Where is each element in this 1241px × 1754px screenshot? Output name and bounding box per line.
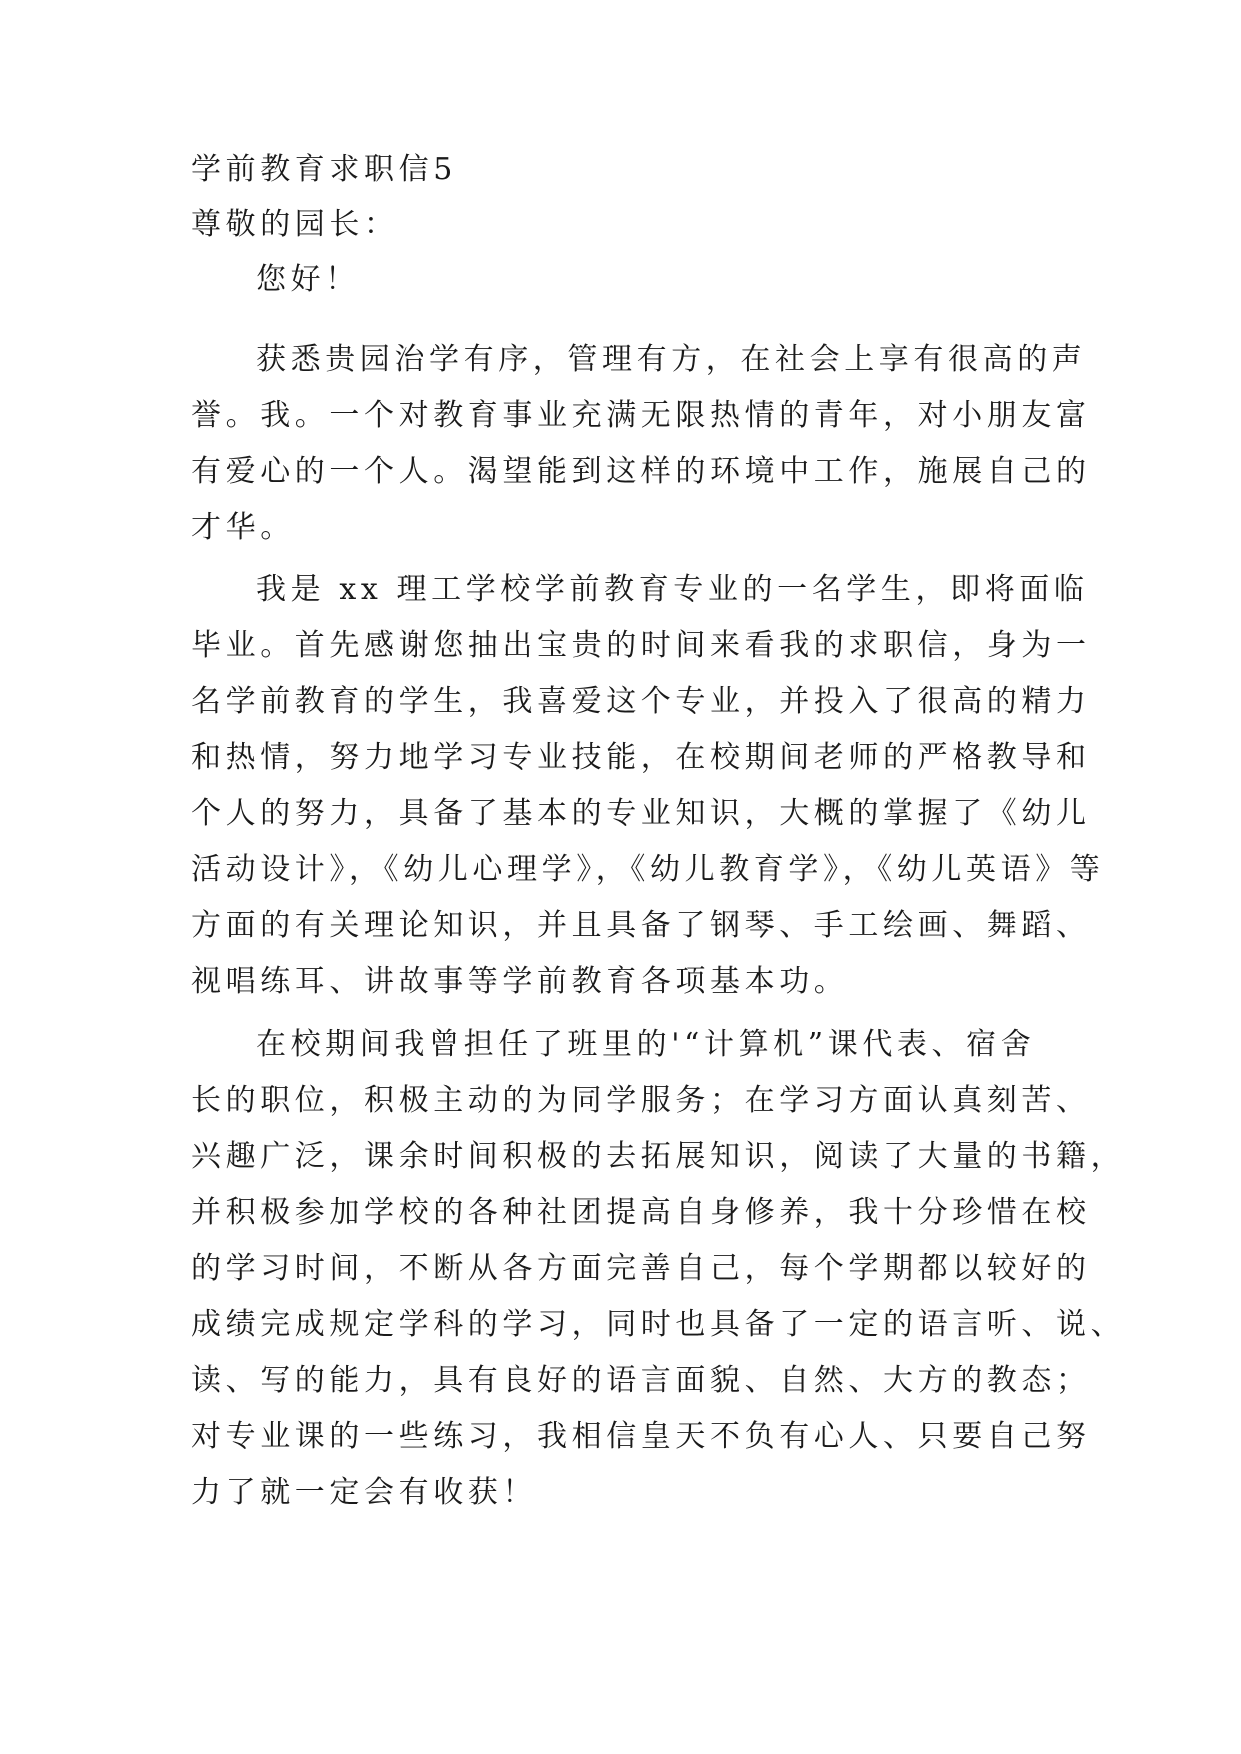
salutation: 尊敬的园长： xyxy=(191,207,399,242)
paragraph-3-line: 力了就一定会有收获！ xyxy=(191,1475,537,1510)
paragraph-3-line: 的学习时间，不断从各方面完善自己，每个学期都以较好的 xyxy=(191,1251,1091,1286)
paragraph-3-line: 对专业课的一些练习，我相信皇天不负有心人、只要自己努 xyxy=(191,1419,1091,1454)
paragraph-1-line: 才华。 xyxy=(191,510,295,545)
paragraph-1-line: 获悉贵园治学有序，管理有方，在社会上享有很高的声 xyxy=(256,342,1087,377)
greeting: 您好！ xyxy=(256,262,360,297)
paragraph-3-line: 在校期间我曾担任了班里的'“计算机”课代表、宿舍 xyxy=(256,1027,1036,1062)
paragraph-2-line: 视唱练耳、讲故事等学前教育各项基本功。 xyxy=(191,964,849,999)
paragraph-3-line: 长的职位，积极主动的为同学服务；在学习方面认真刻苦、 xyxy=(191,1083,1091,1118)
paragraph-2-line: 毕业。首先感谢您抽出宝贵的时间来看我的求职信，身为一 xyxy=(191,628,1091,663)
paragraph-2-line: 我是 xx 理工学校学前教育专业的一名学生，即将面临 xyxy=(256,572,1089,607)
paragraph-2-line: 方面的有关理论知识，并且具备了钢琴、手工绘画、舞蹈、 xyxy=(191,908,1091,943)
paragraph-3-line: 成绩完成规定学科的学习，同时也具备了一定的语言听、说、 xyxy=(191,1307,1126,1342)
paragraph-2-line: 活动设计》，《幼儿心理学》，《幼儿教育学》，《幼儿英语》等 xyxy=(191,852,1105,887)
paragraph-1-line: 誉。我。一个对教育事业充满无限热情的青年，对小朋友富 xyxy=(191,398,1091,433)
paragraph-2-line: 和热情，努力地学习专业技能，在校期间老师的严格教导和 xyxy=(191,740,1091,775)
paragraph-2-line: 个人的努力，具备了基本的专业知识，大概的掌握了《幼儿 xyxy=(191,796,1091,831)
paragraph-1-line: 有爱心的一个人。渴望能到这样的环境中工作，施展自己的 xyxy=(191,454,1091,489)
document-title: 学前教育求职信5 xyxy=(191,152,457,187)
paragraph-3-line: 并积极参加学校的各种社团提高自身修养，我十分珍惜在校 xyxy=(191,1195,1091,1230)
paragraph-2-line: 名学前教育的学生，我喜爱这个专业，并投入了很高的精力 xyxy=(191,684,1091,719)
paragraph-3-line: 兴趣广泛，课余时间积极的去拓展知识，阅读了大量的书籍， xyxy=(191,1139,1126,1174)
paragraph-3-line: 读、写的能力，具有良好的语言面貌、自然、大方的教态； xyxy=(191,1363,1091,1398)
